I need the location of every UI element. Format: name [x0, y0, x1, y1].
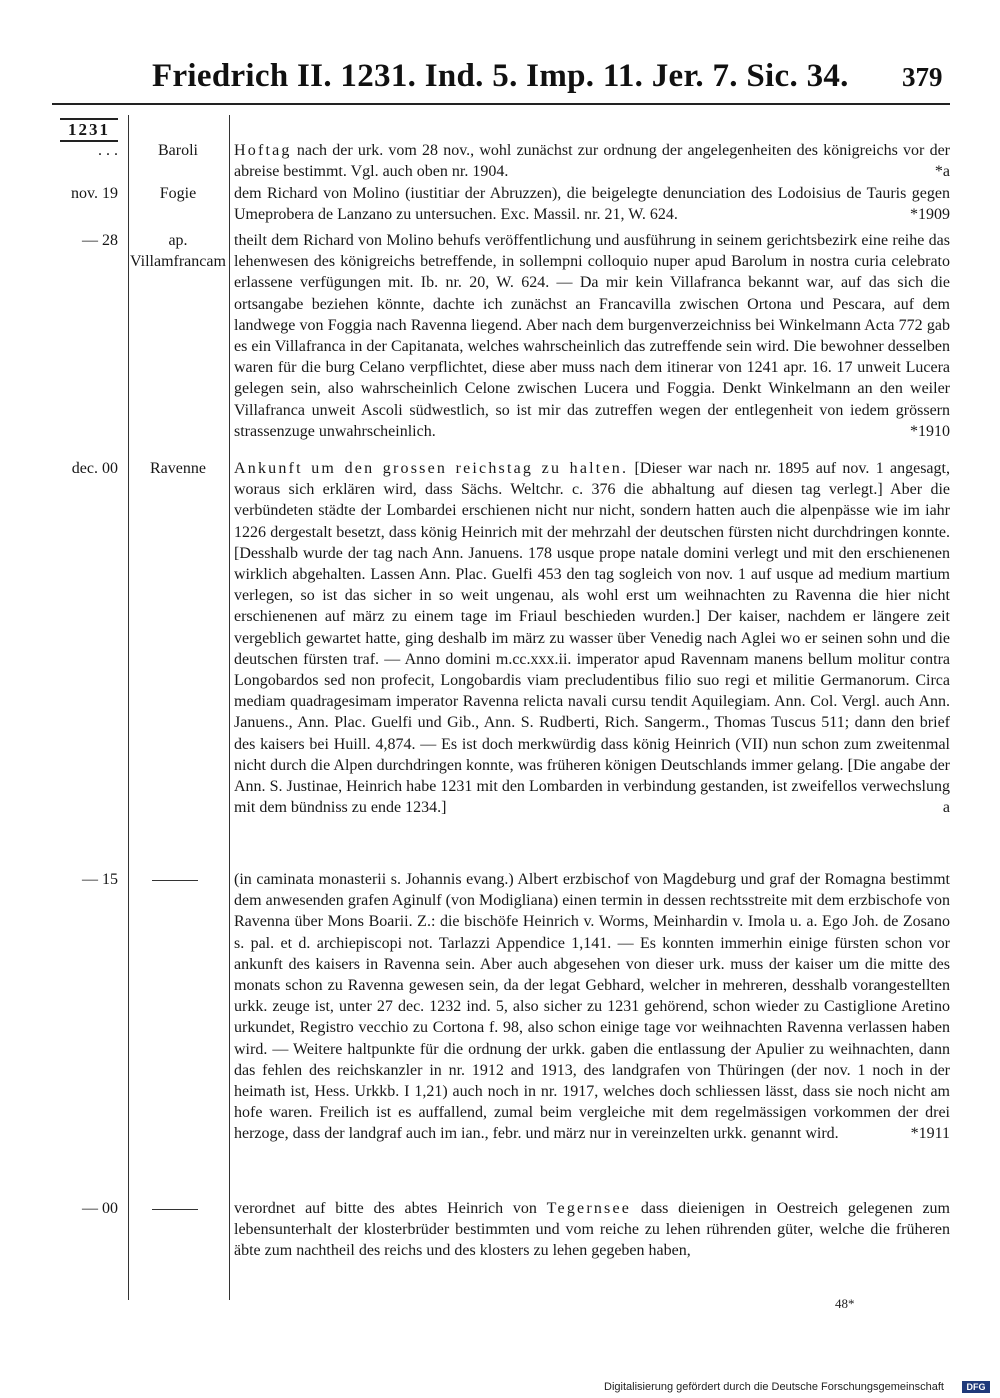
entry-date: — 15 [82, 871, 118, 888]
column-rule-date [128, 115, 129, 1300]
running-title: Friedrich II. 1231. Ind. 5. Imp. 11. Jer. 7. Sic. 34. [152, 58, 849, 94]
entry-body-intro: verordnet auf bitte des abtes Heinrich von [234, 1200, 547, 1217]
entry-body: theilt dem Richard von Molino behufs veröffentlichung und ausführung in seinem gerichtsbezirk eine reihe das lehenwesen des königreichs betreffende, in sollempni colloquio nuper apud Barolum in nostra curia celebrato erlassene verfügungen mit. Ib. nr. 20, W. 624. — Da mir kein Villafranca bekannt war, auf das sich die ortsangabe beziehen könnte, dachte ich zunächst an Francavilla zwischen Ortona und Pescara, auf dem landwege von Foggia nach Ravenna liegend. Aber nach dem burgenverzeichniss bei Winkelmann Acta 772 gab es ein Villafranca in der Capitanata, welches wahrscheinlich das zutreffende sein wird. Die bewohner desselben waren für die burg Celano verpflichtet, diese aber muss nach dem itinerar von 1241 apr. 16. 17 unweit Lucera gelegen sein, also wahrscheinlich Celone zwischen Lucera und Foggia. Denkt Winkelmann an den weiler Villafranca unweit Ascoli südwestlich, so ist mir das zutreffen wegen der entlegenheit von iedem grössern strassenzuge unwahrscheinlich. [234, 232, 950, 440]
regest-number: *1911 [910, 1125, 950, 1143]
year-heading: 1231 [60, 118, 118, 142]
entry-body: dem Richard von Molino (iustitiar der Abruzzen), die beigelegte denunciation des Lodoisius de Tauris gegen Umeprobera de Lanzano zu untersuchen. Exc. Massil. nr. 21, W. 624. [234, 185, 950, 224]
place-ditto-rule [152, 1209, 198, 1210]
digitization-credit: Digitalisierung gefördert durch die Deutsche Forschungsgemeinschaft [604, 1381, 944, 1393]
entry-lead: Tegernsee [546, 1200, 632, 1217]
entry-text [234, 869, 950, 1145]
entry-text [234, 140, 950, 182]
entry-lead: Hoftag [234, 142, 292, 159]
running-header [0, 58, 1000, 102]
signature-mark: 48* [835, 1296, 855, 1311]
regest-number: a [942, 799, 950, 817]
entry-body: nach der urk. vom 28 nov., wohl zunächst zur ordnung der angelegenheiten des königreichs vor der abreise bestimmt. Vgl. auch oben nr. 1904. [234, 142, 950, 181]
page-number: 379 [902, 62, 943, 92]
entry-date: — 00 [82, 1200, 118, 1217]
entry-body: dass dieienigen in Oestreich gelegenen zum lebensunterhalt der klosterbrüder bestimmten und vom reiche zu lehen rührenden güter, welche die früheren äbte zum nachtheil des reichs und des klosters zu lehen gegeben haben, [234, 1200, 950, 1260]
column-rule-place [229, 115, 230, 1300]
entry-place: Baroli [158, 142, 198, 159]
entry-text [234, 458, 950, 818]
entry-lead: Ankunft um den grossen reichstag zu halten. [234, 460, 629, 477]
place-ditto-rule [152, 880, 198, 881]
regest-number: *1910 [910, 422, 950, 440]
entry-text [234, 1198, 950, 1262]
entry-text [234, 183, 950, 225]
header-rule [52, 103, 950, 105]
entry-body: (in caminata monasterii s. Johannis evang.) Albert erzbischof von Magdeburg und graf der Romagna bestimmt dem anwesenden grafen Aginulf (von Modigliana) einen termin in dessen rechtsstreite mit dem erzbischofe von Ravenna über Mons Boarii. Z.: die bischöfe Heinrich v. Worms, Meinhardin v. Imola u. a. Ego Joh. de Zosano s. pal. et d. archiepiscopi not. Tarlazzi Appendice 1,141. — Es konnten immerhin einige fürsten schon vor ankunft des kaisers in Ravenna sein. Aber auch abgesehen von dieser urk. muss der kaiser um die mitte des monats schon zu Ravenna gewesen sein, da der legat Gebhard, welcher in mehreren, desshalb vorangestellten urkk. zeuge ist, unter 27 dec. 1232 ind. 5, also sicher zu 1231 gehörend, schon wieder zu Castiglione Aretino urkundet, Registro vecchio zu Cortona f. 98, also schon einige tage vor weihnachten Ravenna verlassen haben wird. — Weitere haltpunkte für die ordnung der urkk. gaben die entlassung der Apulier zu weihnachten, dann das fehlen des reichskanzler in nr. 1912 and 1913, des landgrafen von Thüringen (der nov. 1 noch in der heimath ist, Hess. Urkkb. I 1,21) auch noch in nr. 1917, welches doch schliessen lässt, dass sie noch nicht am hofe waren. Freilich ist es auffallend, zumal beim vergleiche mit dem regelmässigen vorkommen der drei herzoge, dass der landgraf auch im ian., febr. und märz nur in vereinzelten urkk. genannt wird. [234, 871, 950, 1143]
entry-date: nov. 19 [71, 185, 118, 202]
entry-text [234, 230, 950, 442]
entry-date: — 28 [82, 232, 118, 249]
entry-date: . . . [98, 142, 118, 159]
entry-place: Fogie [159, 185, 197, 202]
regest-number: *a [934, 163, 950, 181]
entry-place: ap. Villamfrancam [130, 232, 226, 270]
entry-date: dec. 00 [71, 460, 118, 477]
entry-body: [Dieser war nach nr. 1895 auf nov. 1 angesagt, woraus sich erklären wird, dass Sächs. Weltchr. c. 376 die abhaltung auf diesen tag verlegt.] Aber die verbündeten städte der Lombardei erschienen nicht nur nicht, sondern hatten auch die alpenpässe wie im iahr 1226 dergestalt besetzt, dass könig Heinrich mit der mehrzahl der deutschen fürsten nicht durchdringen konnte. [Desshalb wurde der tag nach Ann. Januens. 178 usque prope natale domini verlegt und mit den erschienenen wirklich abgehalten. Lassen Ann. Plac. Guelfi 453 den tag sogleich von nov. 1 auf usque ad medium martium verlegen, so ist das sicher in so weit ungenau, als wohl erst um weihnachten zu Ravenna die hier nicht erschienenen auf märz zu einem tage im Friaul beschieden wurden.] Der kaiser, nachdem er längere zeit vergeblich gewartet hatte, ging deshalb im märz zu wasser über Venedig nach Aglei wo er seinen sohn und die deutschen fürsten traf. — Anno domini m.cc.xxx.ii. imperator apud Ravennam manens bellum molitur contra Longobardos sed non profecit, Longobardis viam precludentibus filio suo regi et militie Germanorum. Circa mediam quadragesimam imperator Ravenna relicta navali cursu tendit Aquilegiam. Ann. Col. Vergl. auch Ann. Januens., Ann. Plac. Guelfi und Gib., Ann. S. Rudberti, Rich. Sangerm., Thomas Tuscus 511; dann den brief des kaisers bei Huill. 4,874. — Es ist doch merkwürdig dass könig Heinrich (VII) nun schon zum zweitenmal nicht durch die Alpen durchdringen konnte, was früheren königen Deutschlands immer gelang. [Die angabe der Ann. S. Justinae, Heinrich habe 1231 mit den Lombarden in verbindung gestanden, ist zweifellos verwechslung mit dem bündniss zu ende 1234.] [234, 460, 950, 817]
regest-number: *1909 [910, 206, 950, 224]
entry-place: Ravenne [150, 460, 206, 477]
dfg-logo: DFG [962, 1381, 990, 1393]
